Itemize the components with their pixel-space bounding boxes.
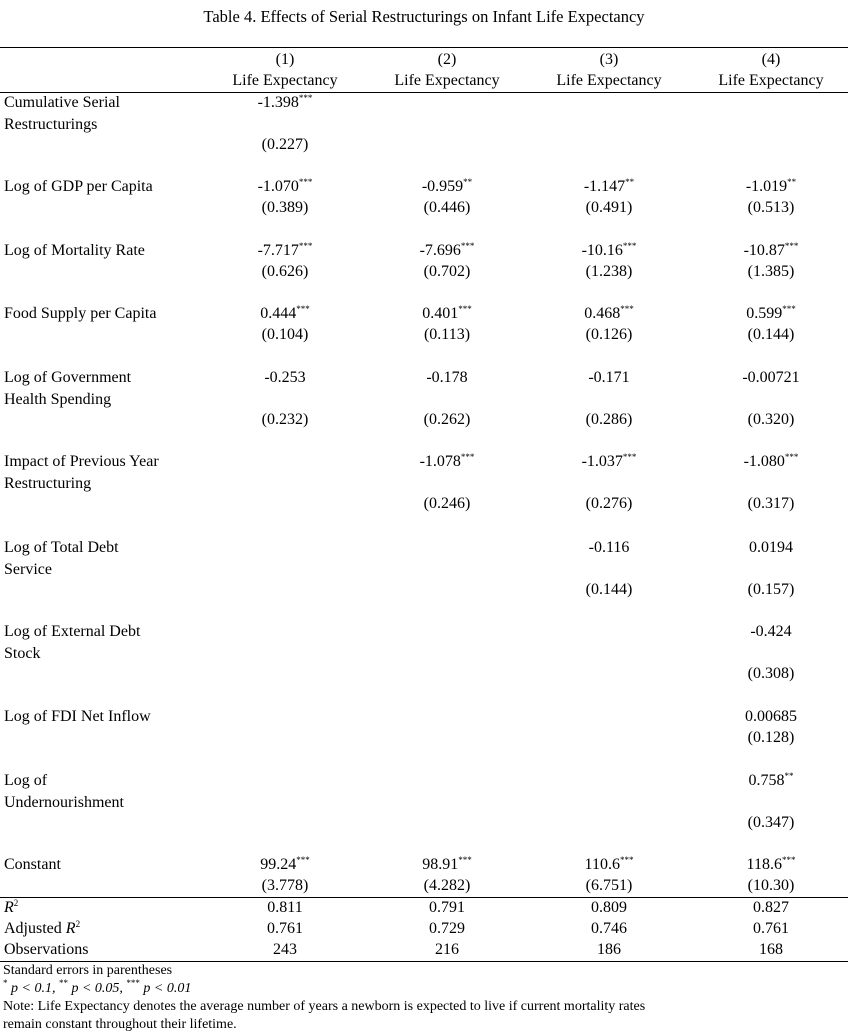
standard-error-cell: (0.317): [747, 495, 795, 512]
coefficient-cell: [690, 537, 848, 559]
significance-stars: ***: [298, 177, 313, 187]
significance-stars: ***: [622, 452, 637, 462]
standard-error-cell: (0.446): [423, 199, 471, 216]
standard-error-row: [0, 812, 848, 834]
standard-error-row: [0, 727, 848, 749]
significance-stars: **: [784, 771, 794, 781]
variable-label: [4, 92, 120, 136]
standard-error-row: [0, 134, 848, 156]
standard-error-cell: (0.320): [747, 411, 795, 428]
coefficient-value: -10.16: [581, 242, 623, 259]
significance-stars: ***: [620, 304, 634, 314]
coefficient-value: 110.6: [584, 856, 620, 873]
notes-significance-line: [3, 980, 645, 998]
coefficient-cell: [528, 303, 690, 325]
standard-error-cell: (0.626): [261, 263, 309, 280]
coefficient-value: -1.080: [743, 453, 785, 470]
variable-label: [4, 303, 156, 325]
column-label: Life Expectancy: [394, 72, 500, 89]
coefficient-value: 99.24: [260, 856, 297, 873]
standard-error-row: [0, 579, 848, 601]
notes-se-line: Standard errors in parentheses: [3, 963, 173, 978]
standard-error-cell: (4.282): [423, 877, 471, 894]
coefficient-cell: [690, 451, 848, 473]
variable-label-line: Undernourishment: [4, 794, 124, 811]
significance-stars: **: [463, 177, 473, 187]
coefficient-cell: [204, 303, 366, 325]
stats-row: [0, 897, 848, 919]
stat-label-sup: 2: [75, 919, 81, 929]
significance-stars: ***: [296, 304, 310, 314]
stat-value: 216: [435, 941, 459, 958]
coefficient-value: -1.398: [257, 94, 299, 111]
standard-error-cell: (0.389): [261, 199, 309, 216]
standard-error-cell: (0.286): [585, 411, 633, 428]
coefficient-value: 118.6: [746, 856, 782, 873]
coefficient-cell: [366, 240, 528, 262]
coefficient-cell: [690, 303, 848, 325]
coefficient-cell: [690, 770, 848, 792]
coefficient-value: -10.87: [743, 242, 785, 259]
coefficient-value: -0.00721: [742, 369, 800, 386]
variable-label-line: Log of Mortality Rate: [4, 242, 145, 259]
standard-error-cell: (0.104): [261, 326, 309, 343]
standard-error-row: [0, 324, 848, 346]
coefficient-value: -0.959: [421, 178, 464, 195]
variable-label: [4, 451, 159, 495]
standard-error-row: [0, 409, 848, 431]
significance-stars: ***: [458, 304, 472, 314]
coefficient-row: [0, 240, 848, 262]
coefficient-row: [0, 176, 848, 198]
coefficient-cell: [690, 176, 848, 198]
sig-stars: ***: [126, 978, 140, 988]
column-number-row: [0, 49, 848, 71]
variable-label-line: Impact of Previous Year: [4, 453, 159, 470]
standard-error-cell: (0.227): [261, 136, 309, 153]
standard-error-cell: (0.246): [423, 495, 471, 512]
coefficient-value: 0.401: [422, 305, 459, 322]
variable-label-line: Stock: [4, 645, 41, 662]
stat-label: [4, 897, 18, 919]
table-title: Table 4. Effects of Serial Restructurings on Infant Life Expectancy: [203, 7, 645, 26]
standard-error-cell: (0.491): [585, 199, 633, 216]
stat-value: 186: [597, 941, 621, 958]
variable-label-line: Constant: [4, 856, 61, 873]
stat-label-text: Adjusted: [4, 920, 66, 937]
coefficient-cell: [366, 367, 528, 389]
variable-label-line: Log of GDP per Capita: [4, 178, 153, 195]
coefficient-cell: [204, 176, 366, 198]
significance-stars: ***: [458, 855, 472, 865]
variable-label: [4, 621, 140, 665]
significance-stars: ***: [298, 241, 313, 251]
sig-text: p < 0.05,: [67, 981, 127, 996]
column-number: (1): [275, 51, 295, 68]
variable-label-line: Log of: [4, 772, 48, 789]
standard-error-cell: (0.702): [423, 263, 471, 280]
coefficient-value: 0.599: [746, 305, 783, 322]
coefficient-row: [0, 451, 848, 492]
standard-error-row: [0, 197, 848, 219]
stats-row: [0, 918, 848, 940]
coefficient-cell: [204, 92, 366, 114]
sig-text: p < 0.1,: [7, 981, 59, 996]
coefficient-row: [0, 303, 848, 325]
variable-label-line: Food Supply per Capita: [4, 305, 157, 322]
stat-value: 168: [759, 941, 783, 958]
coefficient-cell: [204, 240, 366, 262]
coefficient-cell: [528, 451, 690, 473]
significance-stars: ***: [622, 241, 637, 251]
variable-label: [4, 537, 119, 581]
coefficient-cell: [366, 303, 528, 325]
stat-label: Observations: [4, 941, 89, 958]
standard-error-cell: (0.128): [747, 729, 795, 746]
stat-value: 0.827: [753, 899, 789, 916]
coefficient-cell: [366, 451, 528, 473]
coefficient-value: 0.444: [260, 305, 297, 322]
standard-error-cell: (1.385): [747, 263, 795, 280]
column-number: (3): [599, 51, 619, 68]
stat-value: 0.746: [591, 920, 627, 937]
coefficient-value: -1.147: [583, 178, 626, 195]
stat-label-sup: 2: [13, 898, 19, 908]
coefficient-row: [0, 770, 848, 811]
coefficient-value: -0.116: [588, 539, 630, 556]
coefficient-value: 98.91: [422, 856, 459, 873]
sig-stars: *: [3, 978, 8, 988]
stat-value: 0.791: [429, 899, 465, 916]
coefficient-row: [0, 537, 848, 578]
standard-error-cell: (0.308): [747, 665, 795, 682]
coefficient-cell: [366, 176, 528, 198]
coefficient-cell: [690, 240, 848, 262]
significance-stars: ***: [296, 855, 310, 865]
coefficient-cell: [690, 621, 848, 643]
coefficient-value: -0.178: [426, 369, 468, 386]
column-number: (2): [437, 51, 457, 68]
variable-label-line: Restructurings: [4, 116, 98, 133]
coefficient-value: 0.0194: [749, 539, 793, 556]
stat-value: 0.729: [429, 920, 465, 937]
coefficient-value: -1.019: [745, 178, 788, 195]
coefficient-value: -1.078: [419, 453, 461, 470]
stat-value: 243: [273, 941, 297, 958]
standard-error-cell: (10.30): [747, 877, 795, 894]
variable-label: [4, 706, 151, 728]
coefficient-cell: [528, 367, 690, 389]
coefficient-value: -7.696: [419, 242, 461, 259]
variable-label-line: Log of Government: [4, 369, 132, 386]
standard-error-cell: (0.262): [423, 411, 471, 428]
stat-value: 0.811: [267, 899, 303, 916]
coefficient-row: [0, 621, 848, 662]
standard-error-cell: (1.238): [585, 263, 633, 280]
coefficient-row: [0, 706, 848, 728]
significance-stars: ***: [298, 93, 313, 103]
stat-value: 0.761: [267, 920, 303, 937]
coefficient-cell: [690, 367, 848, 389]
coefficient-value: -1.070: [257, 178, 299, 195]
column-number: (4): [761, 51, 781, 68]
variable-label: [4, 240, 145, 262]
coefficient-row: [0, 92, 848, 133]
variable-label-line: Service: [4, 561, 52, 578]
significance-stars: ***: [781, 855, 796, 865]
variable-label-line: Cumulative Serial: [4, 94, 120, 111]
column-label: Life Expectancy: [718, 72, 824, 89]
standard-error-row: [0, 261, 848, 283]
coefficient-cell: [690, 854, 848, 876]
sig-stars: **: [58, 978, 68, 988]
coefficient-value: 0.00685: [745, 708, 797, 725]
standard-error-cell: (0.232): [261, 411, 309, 428]
column-label: Life Expectancy: [232, 72, 338, 89]
significance-stars: ***: [784, 452, 799, 462]
standard-error-cell: (0.126): [585, 326, 633, 343]
coefficient-row: [0, 367, 848, 408]
coefficient-value: -0.171: [588, 369, 630, 386]
standard-error-cell: (0.157): [747, 581, 795, 598]
sig-text: p < 0.01: [139, 981, 192, 996]
variable-label-line: Log of FDI Net Inflow: [4, 708, 151, 725]
stat-value: 0.809: [591, 899, 627, 916]
standard-error-cell: (0.513): [747, 199, 795, 216]
coefficient-cell: [366, 854, 528, 876]
standard-error-cell: (6.751): [585, 877, 633, 894]
significance-stars: ***: [619, 855, 634, 865]
stats-row: [0, 939, 848, 961]
coefficient-cell: [528, 854, 690, 876]
standard-error-cell: (0.113): [423, 326, 471, 343]
variable-label-line: Health Spending: [4, 391, 112, 408]
coefficient-value: 0.468: [584, 305, 621, 322]
coefficient-cell: [204, 367, 366, 389]
coefficient-row: [0, 854, 848, 876]
standard-error-cell: (0.144): [585, 581, 633, 598]
stat-value: 0.761: [753, 920, 789, 937]
significance-stars: **: [625, 177, 635, 187]
variable-label-line: Log of External Debt: [4, 623, 141, 640]
standard-error-cell: (0.276): [585, 495, 633, 512]
coefficient-value: -0.253: [264, 369, 306, 386]
standard-error-row: [0, 663, 848, 685]
significance-stars: ***: [782, 304, 796, 314]
standard-error-row: [0, 493, 848, 515]
table-notes: [3, 962, 645, 1034]
variable-label: [4, 367, 131, 411]
coefficient-value: 0.758: [748, 772, 785, 789]
coefficient-value: -0.424: [750, 623, 792, 640]
standard-error-cell: (0.347): [747, 814, 795, 831]
coefficient-cell: [690, 706, 848, 728]
significance-stars: **: [787, 177, 797, 187]
significance-stars: ***: [784, 241, 799, 251]
significance-stars: ***: [460, 452, 475, 462]
notes-definition-line: remain constant throughout their lifetime.: [3, 1017, 237, 1032]
column-label-row: [0, 70, 848, 92]
variable-label: [4, 176, 153, 198]
coefficient-cell: [204, 854, 366, 876]
variable-label: [4, 854, 61, 876]
stat-label: [4, 918, 80, 940]
variable-label: [4, 770, 124, 814]
coefficient-cell: [528, 176, 690, 198]
coefficient-value: -1.037: [581, 453, 623, 470]
variable-label-line: Restructuring: [4, 475, 92, 492]
coefficient-cell: [528, 240, 690, 262]
variable-label-line: Log of Total Debt: [4, 539, 119, 556]
stat-label-r: R: [65, 920, 76, 937]
standard-error-row: [0, 875, 848, 897]
significance-stars: ***: [460, 241, 475, 251]
stat-label-text: R: [4, 899, 14, 916]
notes-definition-line: Note: Life Expectancy denotes the average number of years a newborn is expected to live if current mortality rates: [3, 999, 646, 1014]
top-rule: [0, 47, 848, 48]
coefficient-value: -7.717: [257, 242, 299, 259]
standard-error-cell: (0.144): [747, 326, 795, 343]
coefficient-cell: [528, 537, 690, 559]
column-label: Life Expectancy: [556, 72, 662, 89]
standard-error-cell: (3.778): [261, 877, 309, 894]
